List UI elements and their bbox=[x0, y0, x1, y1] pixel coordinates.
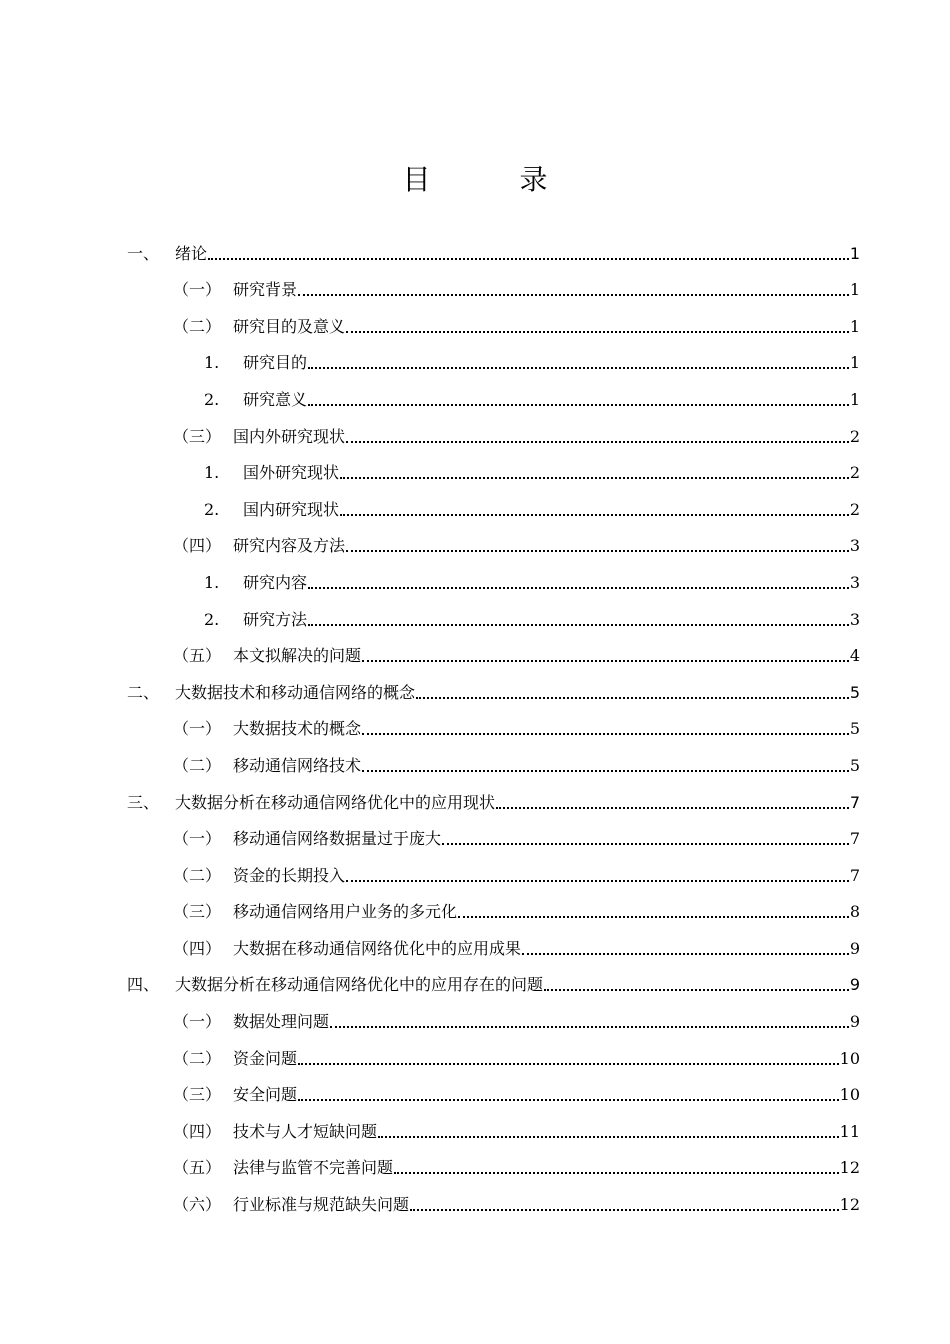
toc-entry[interactable] bbox=[0, 674, 950, 711]
dot-leader bbox=[394, 1172, 839, 1174]
toc-entry[interactable] bbox=[0, 1003, 950, 1040]
toc-entry[interactable] bbox=[0, 711, 950, 748]
toc-entry-number: 2. bbox=[204, 609, 220, 629]
toc-entry[interactable] bbox=[0, 1113, 950, 1150]
toc-entry-title: 国内外研究现状 bbox=[233, 426, 346, 446]
toc-entry-title: 国外研究现状 bbox=[243, 463, 340, 483]
toc-entry[interactable] bbox=[0, 381, 950, 418]
toc-entry-title: 研究目的及意义 bbox=[233, 316, 346, 336]
dot-leader bbox=[378, 1136, 839, 1138]
toc-entry-title: 大数据分析在移动通信网络优化中的应用现状 bbox=[175, 792, 496, 812]
toc-entry-page: 1 bbox=[849, 389, 860, 409]
toc-entry-title: 法律与监管不完善问题 bbox=[233, 1158, 394, 1178]
dot-leader bbox=[340, 477, 849, 479]
toc-entry-page: 3 bbox=[849, 609, 860, 629]
toc-entry-number: 1. bbox=[204, 463, 220, 483]
toc-entry-title: 绪论 bbox=[175, 243, 208, 263]
dot-leader bbox=[346, 441, 849, 443]
toc-entry[interactable] bbox=[0, 1150, 950, 1187]
toc-entry[interactable] bbox=[0, 308, 950, 345]
toc-entry-page: 12 bbox=[839, 1195, 860, 1215]
toc-entry[interactable] bbox=[0, 601, 950, 638]
dot-leader bbox=[330, 1026, 849, 1028]
toc-entry[interactable] bbox=[0, 784, 950, 821]
toc-entry-page: 9 bbox=[849, 938, 860, 958]
toc-entry-page: 7 bbox=[849, 829, 860, 849]
toc-entry[interactable] bbox=[0, 491, 950, 528]
dot-leader bbox=[308, 624, 849, 626]
dot-leader bbox=[208, 258, 849, 260]
toc-entry-title: 大数据在移动通信网络优化中的应用成果 bbox=[233, 938, 522, 958]
toc-entry[interactable] bbox=[0, 564, 950, 601]
toc-entry-page: 7 bbox=[849, 792, 860, 812]
toc-entry-number: （二） bbox=[173, 316, 222, 336]
toc-entry-page: 9 bbox=[849, 1012, 860, 1032]
toc-entry[interactable] bbox=[0, 235, 950, 272]
dot-leader bbox=[458, 916, 849, 918]
toc-entry-page: 5 bbox=[849, 755, 860, 775]
toc-entry-title: 大数据分析在移动通信网络优化中的应用存在的问题 bbox=[175, 975, 544, 995]
toc-entry-page: 4 bbox=[849, 646, 860, 666]
toc-entry-title: 移动通信网络技术 bbox=[233, 755, 362, 775]
toc-entry-title: 研究内容及方法 bbox=[233, 536, 346, 556]
toc-entry[interactable] bbox=[0, 747, 950, 784]
toc-entry-number: 2. bbox=[204, 389, 220, 409]
dot-leader bbox=[298, 1063, 839, 1065]
toc-entry-title: 研究内容 bbox=[243, 572, 308, 592]
toc-entry-page: 2 bbox=[849, 426, 860, 446]
dot-leader bbox=[362, 733, 849, 735]
toc-entry-title: 研究背景 bbox=[233, 280, 298, 300]
toc-entry-page: 10 bbox=[839, 1048, 860, 1068]
dot-leader bbox=[362, 770, 849, 772]
toc-entry-number: （五） bbox=[173, 646, 222, 666]
dot-leader bbox=[442, 843, 849, 845]
toc-entry-page: 1 bbox=[849, 316, 860, 336]
dot-leader bbox=[522, 953, 849, 955]
dot-leader bbox=[340, 514, 849, 516]
toc-entry-page: 1 bbox=[849, 243, 860, 263]
toc-entry[interactable] bbox=[0, 821, 950, 858]
toc-entry-title: 研究意义 bbox=[243, 389, 308, 409]
toc-entry[interactable] bbox=[0, 528, 950, 565]
toc-entry-title: 安全问题 bbox=[233, 1085, 298, 1105]
toc-entry-title: 国内研究现状 bbox=[243, 499, 340, 519]
dot-leader bbox=[362, 660, 849, 662]
toc-entry-number: （四） bbox=[173, 1121, 222, 1141]
dot-leader bbox=[298, 294, 849, 296]
toc-list bbox=[0, 235, 950, 1223]
toc-entry-page: 1 bbox=[849, 280, 860, 300]
toc-entry-page: 11 bbox=[839, 1121, 860, 1141]
toc-entry-page: 7 bbox=[849, 865, 860, 885]
toc-entry-number: （一） bbox=[173, 719, 222, 739]
toc-entry-number: （二） bbox=[173, 1048, 222, 1068]
toc-entry-number: （二） bbox=[173, 755, 222, 775]
dot-leader bbox=[346, 880, 849, 882]
toc-entry[interactable] bbox=[0, 638, 950, 675]
dot-leader bbox=[308, 367, 849, 369]
toc-entry-title: 技术与人才短缺问题 bbox=[233, 1121, 378, 1141]
toc-entry-number: （四） bbox=[173, 938, 222, 958]
toc-entry-title: 资金问题 bbox=[233, 1048, 298, 1068]
toc-entry-number: 1. bbox=[204, 353, 220, 373]
dot-leader bbox=[416, 697, 849, 699]
toc-entry-number: （一） bbox=[173, 829, 222, 849]
dot-leader bbox=[496, 807, 849, 809]
toc-entry[interactable] bbox=[0, 930, 950, 967]
dot-leader bbox=[308, 587, 849, 589]
toc-entry[interactable] bbox=[0, 345, 950, 382]
toc-entry-title: 大数据技术的概念 bbox=[233, 719, 362, 739]
toc-entry-number: 一、 bbox=[127, 243, 160, 263]
toc-entry-title: 大数据技术和移动通信网络的概念 bbox=[175, 682, 416, 702]
toc-entry-title: 移动通信网络数据量过于庞大 bbox=[233, 829, 442, 849]
dot-leader bbox=[544, 989, 849, 991]
dot-leader bbox=[308, 404, 849, 406]
toc-entry-page: 2 bbox=[849, 463, 860, 483]
toc-entry[interactable] bbox=[0, 1186, 950, 1223]
dot-leader bbox=[346, 550, 849, 552]
toc-entry-page: 1 bbox=[849, 353, 860, 373]
toc-entry-page: 9 bbox=[849, 975, 860, 995]
toc-entry-page: 5 bbox=[849, 719, 860, 739]
toc-entry-number: 2. bbox=[204, 499, 220, 519]
toc-entry-number: 二、 bbox=[127, 682, 160, 702]
toc-entry-title: 数据处理问题 bbox=[233, 1012, 330, 1032]
toc-entry-number: （四） bbox=[173, 536, 222, 556]
toc-entry-page: 12 bbox=[839, 1158, 860, 1178]
toc-entry-number: （三） bbox=[173, 902, 222, 922]
toc-entry[interactable] bbox=[0, 967, 950, 1004]
toc-entry-number: （一） bbox=[173, 1012, 222, 1032]
toc-entry-page: 8 bbox=[849, 902, 860, 922]
toc-entry-number: （一） bbox=[173, 280, 222, 300]
page-title: 目 录 bbox=[402, 163, 588, 196]
toc-entry-number: 四、 bbox=[127, 975, 160, 995]
dot-leader bbox=[346, 331, 849, 333]
dot-leader bbox=[298, 1099, 839, 1101]
toc-entry[interactable] bbox=[0, 272, 950, 309]
toc-entry-page: 10 bbox=[839, 1085, 860, 1105]
toc-entry-title: 资金的长期投入 bbox=[233, 865, 346, 885]
toc-entry[interactable] bbox=[0, 418, 950, 455]
toc-entry-title: 移动通信网络用户业务的多元化 bbox=[233, 902, 458, 922]
toc-entry-number: （二） bbox=[173, 865, 222, 885]
toc-entry-title: 行业标准与规范缺失问题 bbox=[233, 1195, 410, 1215]
toc-entry-page: 2 bbox=[849, 499, 860, 519]
toc-entry[interactable] bbox=[0, 894, 950, 931]
toc-entry-number: （六） bbox=[173, 1195, 222, 1215]
toc-entry[interactable] bbox=[0, 1077, 950, 1114]
toc-entry[interactable] bbox=[0, 1040, 950, 1077]
toc-entry-title: 研究方法 bbox=[243, 609, 308, 629]
toc-entry-number: （五） bbox=[173, 1158, 222, 1178]
toc-entry-page: 3 bbox=[849, 536, 860, 556]
toc-entry-title: 本文拟解决的问题 bbox=[233, 646, 362, 666]
toc-entry-number: 三、 bbox=[127, 792, 160, 812]
toc-entry-page: 3 bbox=[849, 572, 860, 592]
toc-entry-title: 研究目的 bbox=[243, 353, 308, 373]
toc-entry-number: （三） bbox=[173, 426, 222, 446]
dot-leader bbox=[410, 1209, 839, 1211]
toc-entry[interactable] bbox=[0, 857, 950, 894]
toc-entry-number: （三） bbox=[173, 1085, 222, 1105]
toc-entry-page: 5 bbox=[849, 682, 860, 702]
toc-entry[interactable] bbox=[0, 455, 950, 492]
toc-entry-number: 1. bbox=[204, 572, 220, 592]
